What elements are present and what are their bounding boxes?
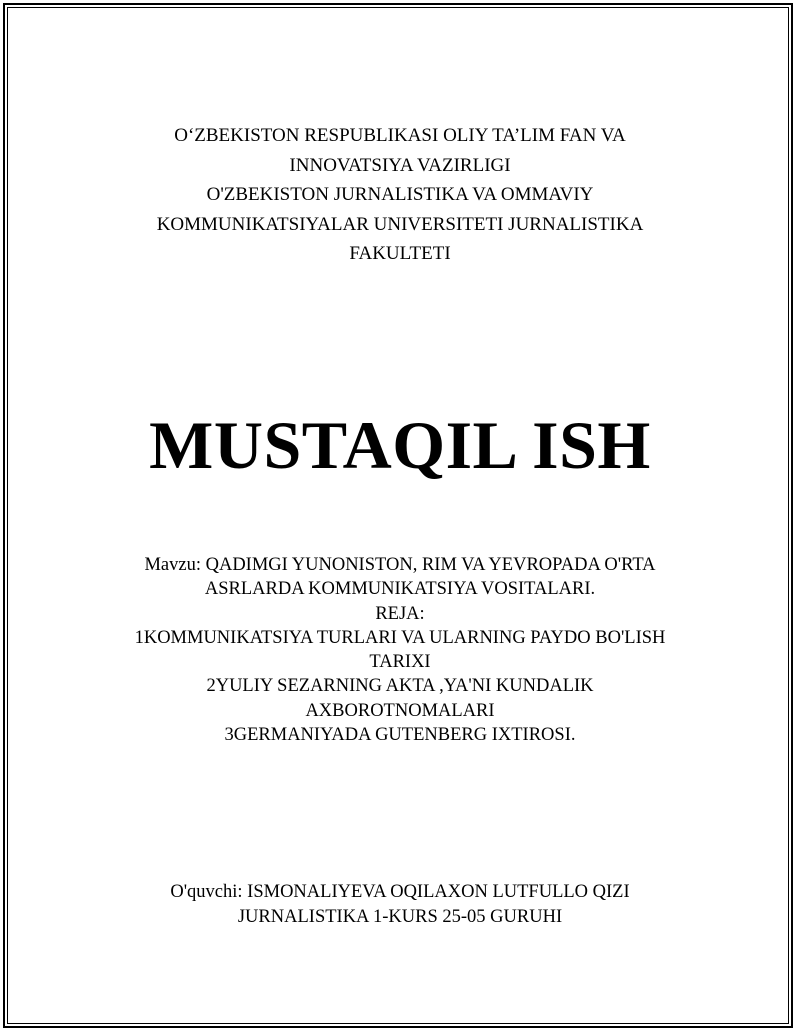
student-group: JURNALISTIKA 1-KURS 25-05 GURUHI bbox=[237, 907, 563, 927]
plan-item: 3GERMANIYADA GUTENBERG IXTIROSI. bbox=[224, 725, 576, 746]
plan-heading: REJA: bbox=[375, 603, 425, 624]
topic-section bbox=[0, 553, 800, 747]
header-line: KOMMUNIKATSIYALAR UNIVERSITETI JURNALISTIKA bbox=[156, 213, 644, 235]
student-info bbox=[0, 880, 800, 930]
header-line: O‘ZBEKISTON RESPUBLIKASI OLIY TA’LIM FAN VA bbox=[174, 125, 626, 146]
header-line: O'ZBEKISTON JURNALISTIKA VA OMMAVIY bbox=[206, 184, 594, 205]
student-name: O'quvchi: ISMONALIYEVA OQILAXON LUTFULLO QIZI bbox=[170, 882, 630, 902]
institution-header bbox=[0, 121, 800, 269]
header-line: FAKULTETI bbox=[349, 243, 451, 264]
topic-line: ASRLARDA KOMMUNIKATSIYA VOSITALARI. bbox=[204, 579, 596, 600]
plan-item: 1KOMMUNIKATSIYA TURLARI VA ULARNING PAYDO BO'LISH bbox=[134, 627, 666, 648]
plan-item: AXBOROTNOMALARI bbox=[305, 700, 495, 721]
plan-item: 2YULIY SEZARNING AKTA ,YA'NI KUNDALIK bbox=[206, 676, 594, 697]
plan-item: TARIXI bbox=[369, 652, 431, 673]
header-line: INNOVATSIYA VAZIRLIGI bbox=[289, 154, 511, 176]
document-title-block bbox=[0, 405, 800, 485]
topic-line: Mavzu: QADIMGI YUNONISTON, RIM VA YEVROPADA O'RTA bbox=[144, 555, 656, 575]
document-title: MUSTAQIL ISH bbox=[149, 407, 651, 483]
